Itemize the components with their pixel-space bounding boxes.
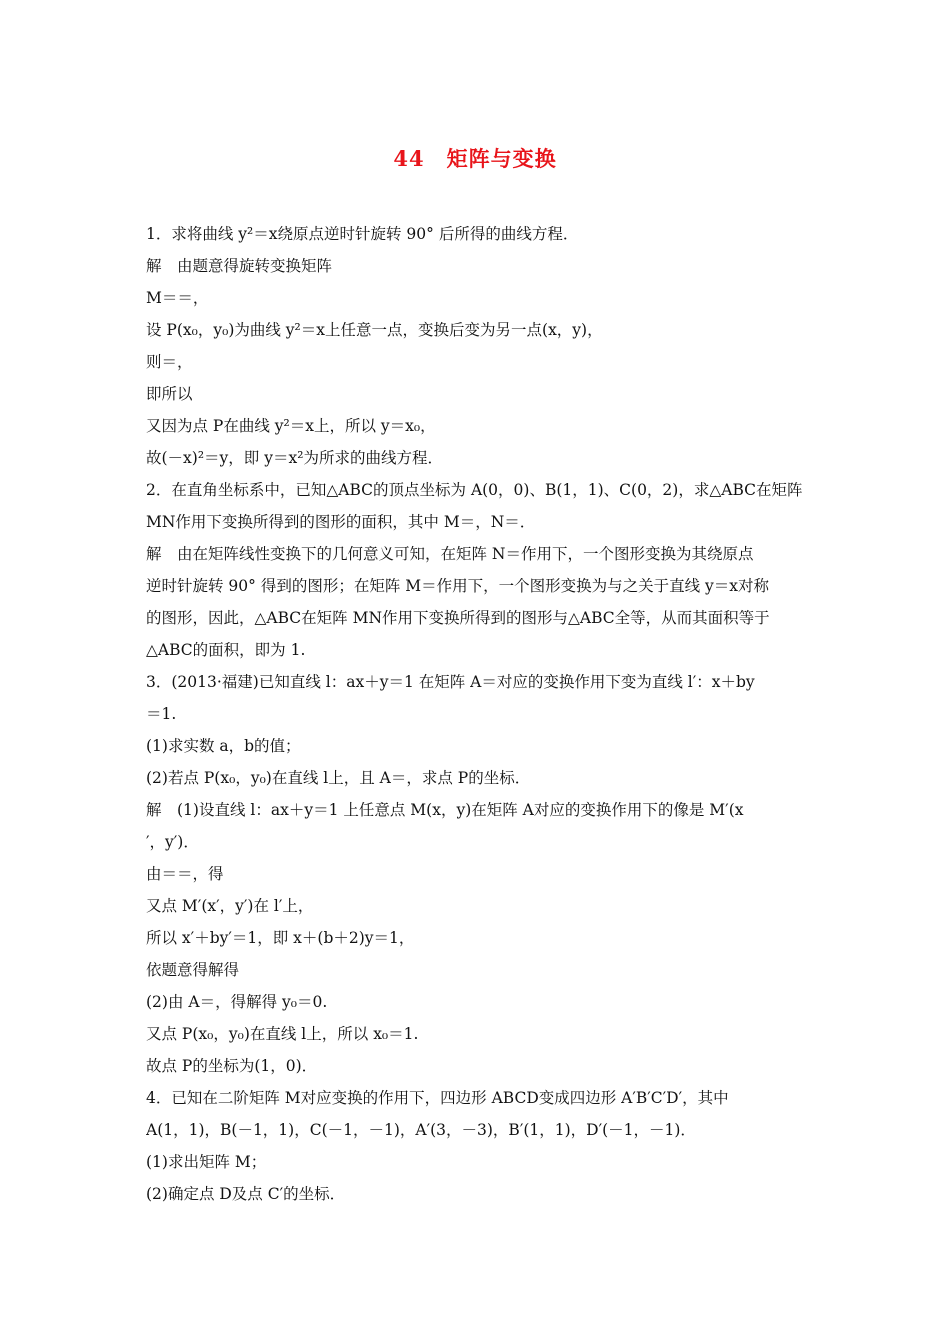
text-line: 3．(2013·福建)已知直线 l：ax＋y＝1 在矩阵 A＝对应的变换作用下变为直线 l′：x＋by (146, 673, 755, 691)
text-line: 逆时针旋转 90° 得到的图形；在矩阵 M＝作用下，一个图形变换为与之关于直线 y＝x对称 (146, 577, 770, 595)
text-line: 2．在直角坐标系中，已知△ABC的顶点坐标为 A(0，0)、B(1，1)、C(0，2)，求△ABC在矩阵 (146, 481, 803, 499)
text-line: 1．求将曲线 y²＝x绕原点逆时针旋转 90° 后所得的曲线方程． (146, 225, 579, 243)
text-line: (2)由 A＝，得解得 y₀＝0. (146, 993, 328, 1011)
text-line: 设 P(x₀，y₀)为曲线 y²＝x上任意一点，变换后变为另一点(x，y)， (146, 321, 603, 339)
text-line: (1)求实数 a，b的值； (146, 737, 301, 755)
text-line: 又点 M′(x′，y′)在 l′上， (146, 897, 314, 915)
page-title: 44 矩阵与变换 (393, 146, 557, 171)
text-line: △ABC的面积，即为 1. (146, 641, 306, 659)
text-line: 的图形，因此，△ABC在矩阵 MN作用下变换所得到的图形与△ABC全等，从而其面积等于 (146, 609, 770, 627)
text-line: 解 (1)设直线 l：ax＋y＝1 上任意点 M(x，y)在矩阵 A对应的变换作用下的像是 M′(x (146, 801, 744, 819)
text-line: 所以 x′＋by′＝1，即 x＋(b＋2)y＝1， (146, 929, 415, 947)
text-line: 故点 P的坐标为(1，0)． (146, 1057, 318, 1075)
text-line: ′，y′)． (146, 833, 199, 851)
text-line: (2)若点 P(x₀，y₀)在直线 l上，且 A＝，求点 P的坐标． (146, 769, 531, 787)
text-line: A(1，1)，B(－1，1)，C(－1，－1)，A′(3，－3)，B′(1，1)，D′(－1，－1)． (146, 1121, 696, 1139)
text-line: 又点 P(x₀，y₀)在直线 l上，所以 x₀＝1. (146, 1025, 419, 1043)
document-body (146, 218, 811, 1210)
text-line: (1)求出矩阵 M； (146, 1153, 267, 1171)
text-line: MN作用下变换所得到的图形的面积，其中 M＝，N＝． (146, 513, 536, 531)
text-line: 由＝＝，得 (146, 865, 224, 883)
text-line: (2)确定点 D及点 C′的坐标． (146, 1185, 346, 1203)
text-line: 解 由题意得旋转变换矩阵 (146, 257, 333, 275)
text-line: 4．已知在二阶矩阵 M对应变换的作用下，四边形 ABCD变成四边形 A′B′C′D′，其中 (146, 1089, 729, 1107)
text-line: ＝1. (146, 705, 177, 723)
text-line: 解 由在矩阵线性变换下的几何意义可知，在矩阵 N＝作用下，一个图形变换为其绕原点 (146, 545, 754, 563)
text-line: 则＝， (146, 353, 193, 371)
text-line: M＝＝， (146, 289, 209, 307)
text-line: 故(－x)²＝y，即 y＝x²为所求的曲线方程． (146, 449, 443, 467)
text-line: 依题意得解得 (146, 961, 240, 979)
text-line: 即所以 (146, 385, 193, 403)
text-line: 又因为点 P在曲线 y²＝x上，所以 y＝x₀， (146, 417, 436, 435)
